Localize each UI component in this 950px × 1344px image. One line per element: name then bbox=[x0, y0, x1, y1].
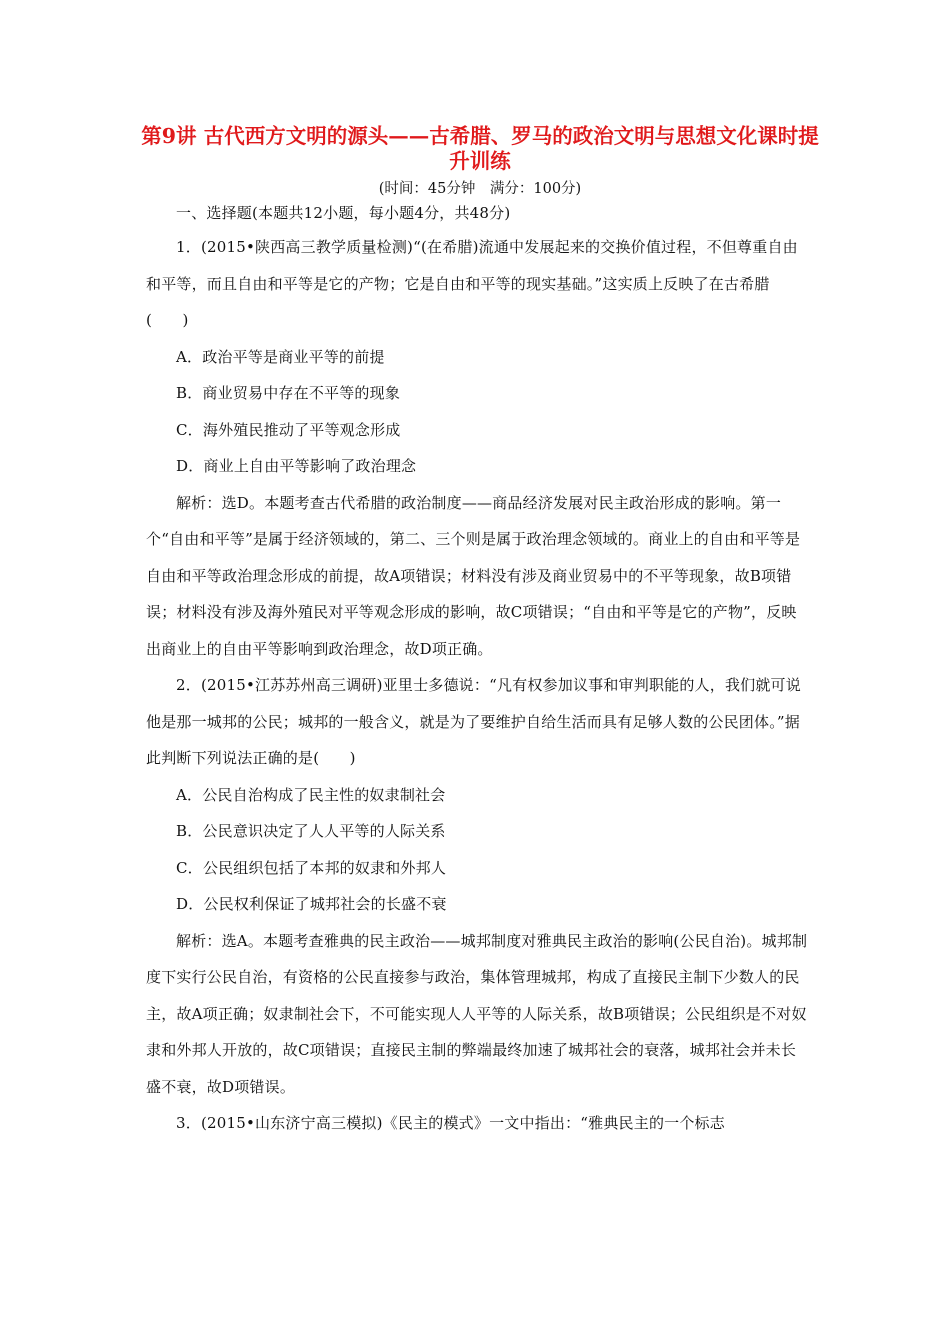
document-body bbox=[146, 201, 810, 1142]
section-header: 一、选择题(本题共12小题，每小题4分，共48分) bbox=[176, 204, 511, 222]
question-2-analysis: 解析：选A。本题考查雅典的民主政治——城邦制度对雅典民主政治的影响(公民自治)。城邦制度下实行公民自治，有资格的公民直接参与政治，集体管理城邦，构成了直接民主制下少数人的民主，故A项正确；奴隶制社会下，不可能实现人人平等的人际关系，故B项错误；公民组织是不对奴隶和外邦人开放的，故C项错误；直接民主制的弊端最终加速了城邦社会的衰落，城邦社会并未长盛不衰，故D项错误。 bbox=[146, 931, 808, 1096]
question-2-option-c: C．公民组织包括了本邦的奴隶和外邦人 bbox=[176, 858, 447, 877]
question-1-option-c: C．海外殖民推动了平等观念形成 bbox=[176, 420, 401, 439]
document-title: 第9讲 古代西方文明的源头——古希腊、罗马的政治文明与思想文化课时提升训练 bbox=[141, 124, 819, 173]
question-1-option-d: D．商业上自由平等影响了政治理念 bbox=[176, 457, 417, 475]
question-2-option-d: D．公民权利保证了城邦社会的长盛不衰 bbox=[176, 895, 447, 913]
question-1-option-a: A．政治平等是商业平等的前提 bbox=[176, 347, 385, 366]
question-2-option-b: B．公民意识决定了人人平等的人际关系 bbox=[176, 822, 446, 840]
question-2-option-a: A．公民自治构成了民主性的奴隶制社会 bbox=[176, 785, 446, 804]
question-stem-3: 3．(2015•山东济宁高三模拟)《民主的模式》一文中指出：“雅典民主的一个标志 bbox=[176, 1114, 725, 1132]
question-stem-2: 2．(2015•江苏苏州高三调研)亚里士多德说：“凡有权参加议事和审判职能的人，我们就可说他是那一城邦的公民；城邦的一般含义，就是为了要维护自给生活而具有足够人数的公民团体。”据此判断下列说法正确的是( ) bbox=[146, 676, 801, 767]
question-1-option-b: B．商业贸易中存在不平等的现象 bbox=[176, 384, 401, 402]
question-1-analysis: 解析：选D。本题考查古代希腊的政治制度——商品经济发展对民主政治形成的影响。第一个“自由和平等”是属于经济领域的，第二、三个则是属于政治理念领域的。商业上的自由和平等是自由和平等政治理念形成的前提，故A项错误；材料没有涉及商业贸易中的不平等现象，故B项错误；材料没有涉及海外殖民对平等观念形成的影响，故C项错误；“自由和平等是它的产物”，反映出商业上的自由平等影响到政治理念，故D项正确。 bbox=[146, 493, 801, 658]
time-and-score-info: (时间：45分钟 满分：100分) bbox=[378, 181, 582, 197]
question-stem-1: 1．(2015•陕西高三教学质量检测)“(在希腊)流通中发展起来的交换价值过程，不但尊重自由和平等，而且自由和平等是它的产物；它是自由和平等的现实基础。”这实质上反映了在古希腊( ) bbox=[146, 238, 798, 329]
